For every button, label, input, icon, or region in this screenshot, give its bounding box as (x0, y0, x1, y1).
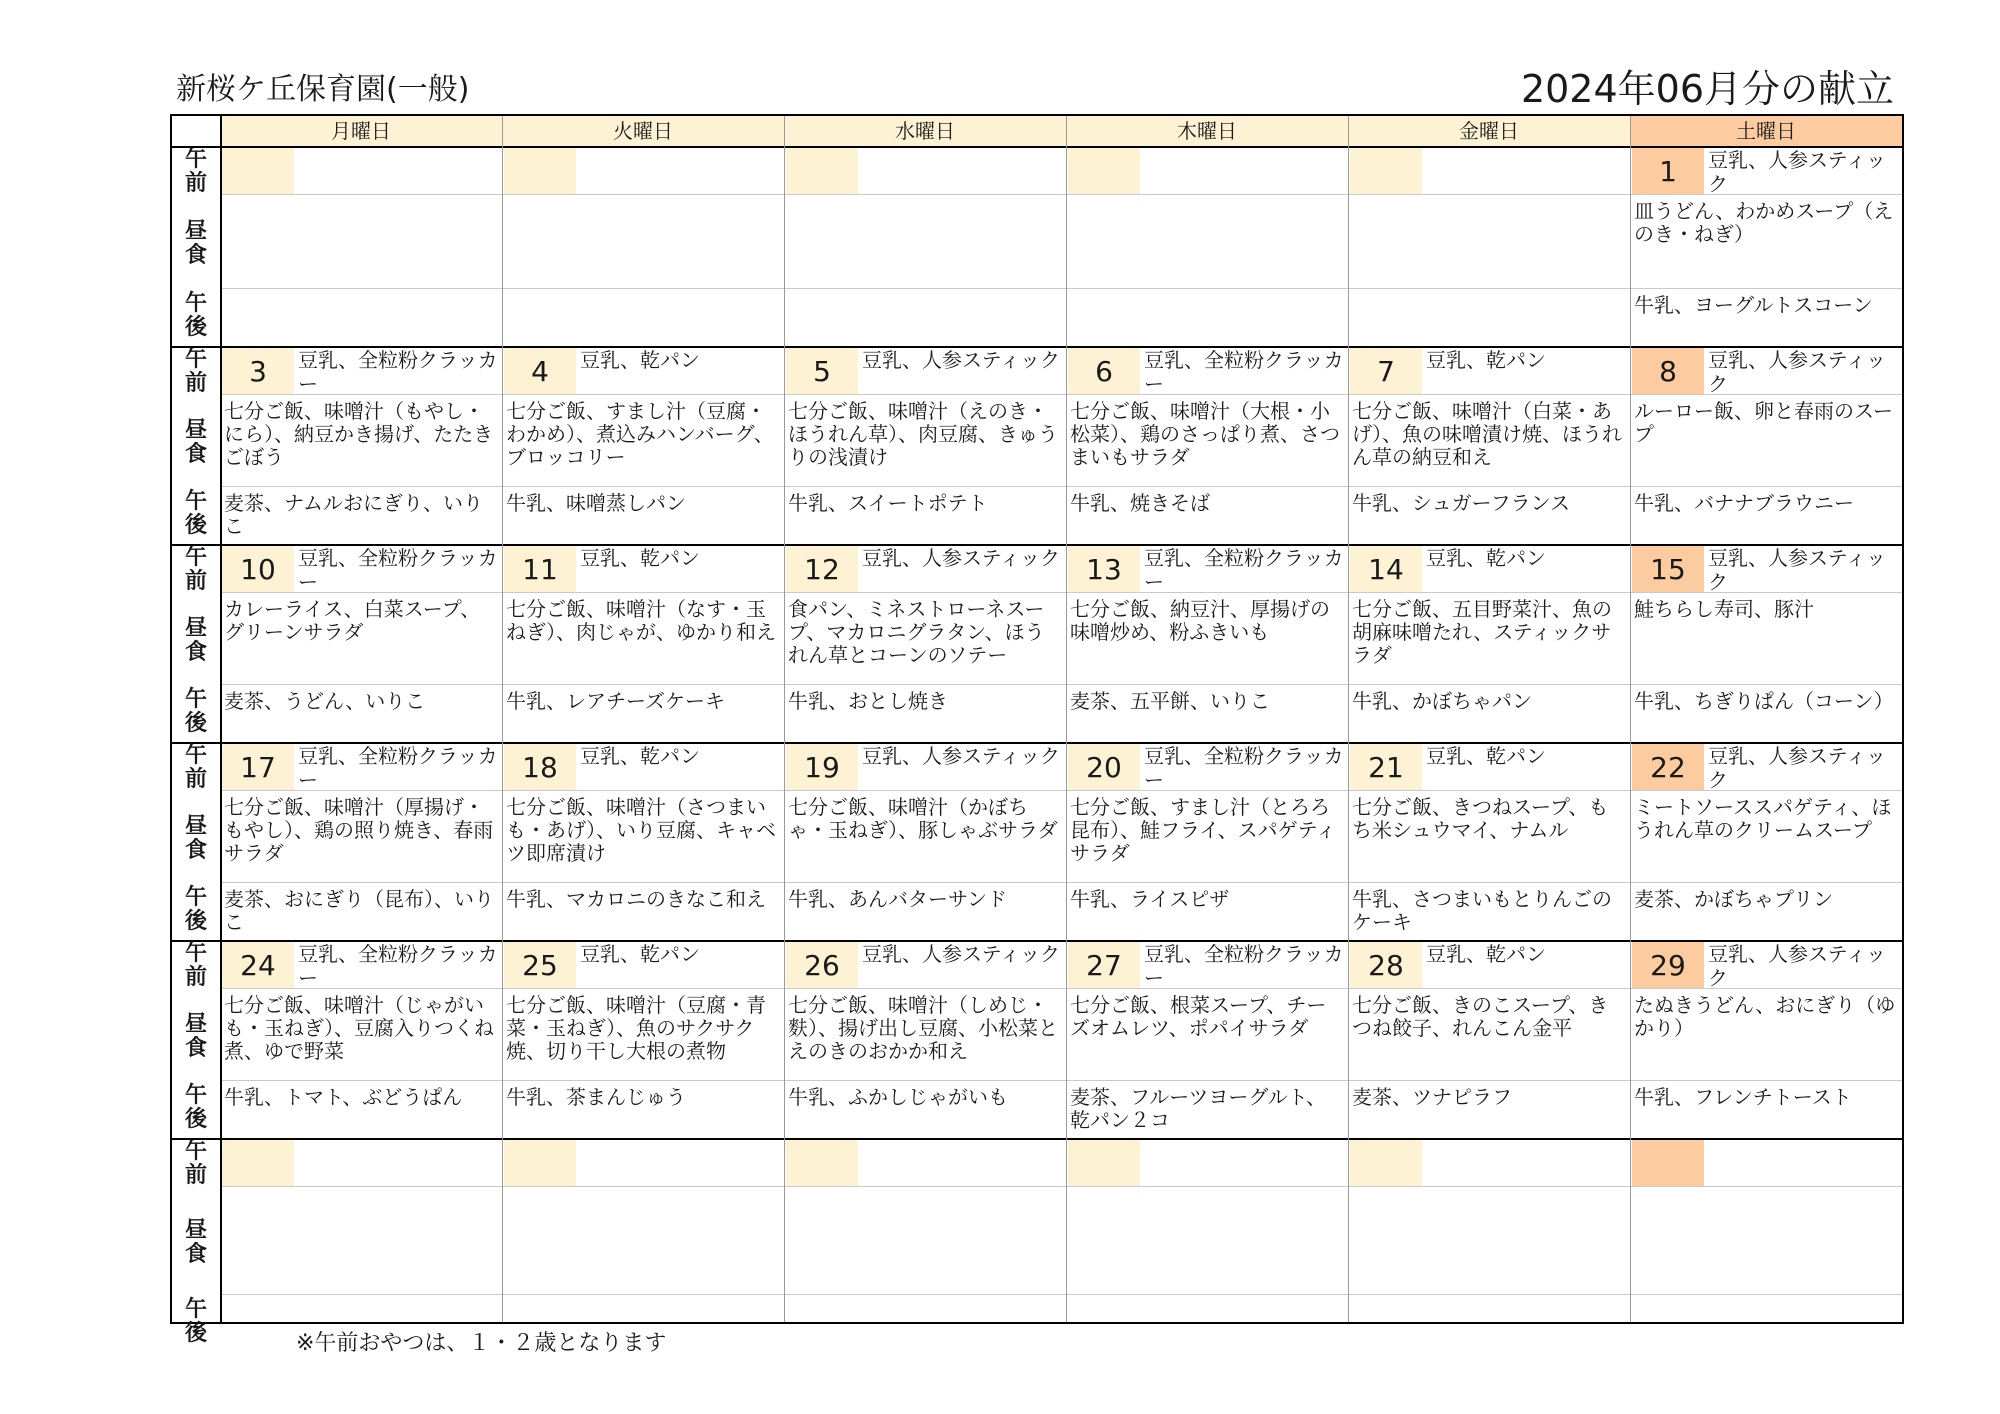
grid-column-line (220, 116, 222, 1322)
slot-label-am: 午前 (184, 347, 207, 396)
day-header-5: 金曜日 (1459, 119, 1519, 143)
lunch-menu: 七分ご飯、きのこスープ、きつね餃子、れんこん金平 (1352, 994, 1609, 1040)
am-snack: 豆乳、乾パン (580, 942, 700, 966)
date-box (1068, 148, 1140, 194)
date-box: 12 (786, 546, 858, 592)
slot-label-lunch: 昼食 (184, 814, 207, 863)
slot-divider (220, 1294, 1902, 1295)
pm-snack: 牛乳、スイートポテト (788, 492, 988, 515)
lunch-menu: 七分ご飯、味噌汁（大根・小松菜）、鶏のさっぱり煮、さつまいもサラダ (1070, 400, 1340, 469)
lunch-menu: 七分ご飯、すまし汁（豆腐・わかめ）、煮込みハンバーグ、ブロッコリー (506, 400, 774, 469)
date-box (222, 1140, 294, 1186)
day-header-6: 土曜日 (1736, 119, 1796, 143)
am-snack: 豆乳、人参スティック (862, 546, 1060, 570)
lunch-menu: 七分ご飯、すまし汁（とろろ昆布）、鮭フライ、スパゲティサラダ (1070, 796, 1336, 865)
date-box: 6 (1068, 348, 1140, 394)
date-box: 21 (1350, 744, 1422, 790)
footnote: ※午前おやつは、１・２歳となります (296, 1331, 667, 1356)
grid-column-line (502, 116, 503, 1322)
pm-snack: 麦茶、ツナピラフ (1352, 1086, 1512, 1109)
slot-divider (220, 394, 1902, 395)
pm-snack: 麦茶、ナムルおにぎり、いりこ (224, 492, 483, 538)
lunch-menu: たぬきうどん、おにぎり（ゆかり） (1634, 994, 1896, 1040)
grid-column-line (1066, 116, 1067, 1322)
date-box: 7 (1350, 348, 1422, 394)
am-snack: 豆乳、乾パン (580, 348, 700, 372)
date-box: 24 (222, 942, 294, 988)
lunch-menu: 七分ご飯、きつねスープ、もち米シュウマイ、ナムル (1352, 796, 1609, 842)
am-snack: 豆乳、乾パン (1426, 546, 1546, 570)
lunch-menu: 七分ご飯、味噌汁（豆腐・青菜・玉ねぎ）、魚のサクサク焼、切り干し大根の煮物 (506, 994, 766, 1063)
am-snack: 豆乳、人参スティック (1708, 744, 1886, 790)
date-box: 25 (504, 942, 576, 988)
date-box: 19 (786, 744, 858, 790)
lunch-menu: 食パン、ミネストローネスープ、マカロニグラタン、ほうれん草とコーンのソテー (788, 598, 1045, 667)
am-snack: 豆乳、全粒粉クラッカー (298, 348, 498, 394)
am-snack: 豆乳、全粒粉クラッカー (298, 744, 498, 790)
lunch-menu: 鮭ちらし寿司、豚汁 (1634, 598, 1814, 621)
slot-divider (220, 194, 1902, 195)
slot-label-lunch: 昼食 (184, 616, 207, 665)
date-box: 27 (1068, 942, 1140, 988)
am-snack: 豆乳、人参スティック (862, 744, 1060, 768)
lunch-menu: 七分ご飯、納豆汁、厚揚げの味噌炒め、粉ふきいも (1070, 598, 1330, 644)
slot-label-pm: 午後 (184, 291, 207, 340)
am-snack: 豆乳、乾パン (580, 546, 700, 570)
pm-snack: 牛乳、味噌蒸しパン (506, 492, 686, 515)
am-snack: 豆乳、乾パン (1426, 942, 1546, 966)
lunch-menu: 七分ご飯、五目野菜汁、魚の胡麻味噌たれ、スティックサラダ (1352, 598, 1612, 667)
pm-snack: 牛乳、フレンチトースト (1634, 1086, 1852, 1109)
pm-snack: 牛乳、かぼちゃパン (1352, 690, 1532, 713)
slot-label-pm: 午後 (184, 1297, 207, 1346)
pm-snack: 麦茶、おにぎり（昆布）、いりこ (224, 888, 494, 934)
date-box (504, 1140, 576, 1186)
date-box: 13 (1068, 546, 1140, 592)
date-box (222, 148, 294, 194)
lunch-menu: 七分ご飯、味噌汁（さつまいも・あげ）、いり豆腐、キャベツ即席漬け (506, 796, 776, 865)
slot-label-am: 午前 (184, 147, 207, 196)
am-snack: 豆乳、全粒粉クラッカー (1144, 744, 1344, 790)
date-box: 5 (786, 348, 858, 394)
lunch-menu: ミートソーススパゲティ、ほうれん草のクリームスープ (1634, 796, 1892, 842)
lunch-menu: 七分ご飯、味噌汁（厚揚げ・もやし）、鶏の照り焼き、春雨サラダ (224, 796, 494, 865)
grid-column-line (784, 116, 785, 1322)
pm-snack: 牛乳、シュガーフランス (1352, 492, 1570, 515)
am-snack: 豆乳、全粒粉クラッカー (298, 546, 498, 592)
pm-snack: 牛乳、ライスピザ (1070, 888, 1230, 911)
pm-snack: 麦茶、うどん、いりこ (224, 690, 426, 713)
day-header-1: 月曜日 (331, 119, 391, 143)
lunch-menu: 七分ご飯、味噌汁（えのき・ほうれん草）、肉豆腐、きゅうりの浅漬け (788, 400, 1058, 469)
date-box: 29 (1632, 942, 1704, 988)
lunch-menu: 七分ご飯、味噌汁（白菜・あげ）、魚の味噌漬け焼、ほうれん草の納豆和え (1352, 400, 1622, 469)
lunch-menu: 七分ご飯、根菜スープ、チーズオムレツ、ポパイサラダ (1070, 994, 1327, 1040)
date-box: 26 (786, 942, 858, 988)
date-box: 8 (1632, 348, 1704, 394)
date-box: 17 (222, 744, 294, 790)
pm-snack: 牛乳、ちぎりぱん（コーン） (1634, 690, 1894, 713)
am-snack: 豆乳、人参スティック (1708, 348, 1886, 394)
date-box (1632, 1140, 1704, 1186)
lunch-menu: 七分ご飯、味噌汁（もやし・にら）、納豆かき揚げ、たたきごぼう (224, 400, 494, 469)
date-box: 18 (504, 744, 576, 790)
pm-snack: 麦茶、かぼちゃプリン (1634, 888, 1834, 911)
lunch-menu: ルーロー飯、卵と春雨のスープ (1634, 400, 1893, 446)
am-snack: 豆乳、乾パン (1426, 744, 1546, 768)
slot-label-lunch: 昼食 (184, 418, 207, 467)
slot-label-pm: 午後 (184, 687, 207, 736)
slot-divider (220, 790, 1902, 791)
am-snack: 豆乳、人参スティック (1708, 942, 1886, 988)
pm-snack: 牛乳、焼きそば (1070, 492, 1210, 515)
lunch-menu: 皿うどん、わかめスープ（えのき・ねぎ） (1634, 200, 1894, 246)
pm-snack: 牛乳、トマト、ぶどうぱん (224, 1086, 463, 1109)
day-header-2: 火曜日 (613, 119, 673, 143)
pm-snack: 牛乳、バナナブラウニー (1634, 492, 1854, 515)
am-snack: 豆乳、人参スティック (862, 942, 1060, 966)
pm-snack: 牛乳、おとし焼き (788, 690, 948, 713)
pm-snack: 牛乳、茶まんじゅう (506, 1086, 686, 1109)
slot-label-am: 午前 (184, 1139, 207, 1188)
slot-divider (220, 486, 1902, 487)
grid-column-line (1348, 116, 1349, 1322)
slot-label-am: 午前 (184, 743, 207, 792)
day-header-3: 水曜日 (895, 119, 955, 143)
pm-snack: 牛乳、レアチーズケーキ (506, 690, 725, 713)
am-snack: 豆乳、人参スティック (1708, 148, 1886, 194)
slot-label-am: 午前 (184, 941, 207, 990)
date-box: 4 (504, 348, 576, 394)
pm-snack: 牛乳、さつまいもとりんごのケーキ (1352, 888, 1612, 934)
date-box (1350, 148, 1422, 194)
day-header-4: 木曜日 (1177, 119, 1237, 143)
am-snack: 豆乳、人参スティック (1708, 546, 1886, 592)
slot-label-am: 午前 (184, 545, 207, 594)
lunch-menu: 七分ご飯、味噌汁（じゃがいも・玉ねぎ）、豆腐入りつくね煮、ゆで野菜 (224, 994, 494, 1063)
date-box: 11 (504, 546, 576, 592)
date-box (1350, 1140, 1422, 1186)
slot-label-lunch: 昼食 (184, 219, 207, 268)
date-box: 10 (222, 546, 294, 592)
date-box: 28 (1350, 942, 1422, 988)
date-box: 22 (1632, 744, 1704, 790)
am-snack: 豆乳、全粒粉クラッカー (1144, 546, 1344, 592)
slot-label-pm: 午後 (184, 885, 207, 934)
pm-snack: 牛乳、マカロニのきなこ和え (506, 888, 766, 911)
date-box: 3 (222, 348, 294, 394)
lunch-menu: 七分ご飯、味噌汁（なす・玉ねぎ）、肉じゃが、ゆかり和え (506, 598, 776, 644)
slot-divider (220, 988, 1902, 989)
slot-label-pm: 午後 (184, 489, 207, 538)
date-box (1068, 1140, 1140, 1186)
pm-snack: 麦茶、フルーツヨーグルト、乾パン２コ (1070, 1086, 1326, 1132)
grid-column-line (1630, 116, 1631, 1322)
date-box: 14 (1350, 546, 1422, 592)
am-snack: 豆乳、全粒粉クラッカー (1144, 348, 1344, 394)
date-box (786, 148, 858, 194)
nursery-title: 新桜ケ丘保育園(一般) (176, 72, 470, 107)
pm-snack: 牛乳、ふかしじゃがいも (788, 1086, 1008, 1109)
am-snack: 豆乳、全粒粉クラッカー (1144, 942, 1344, 988)
am-snack: 豆乳、乾パン (580, 744, 700, 768)
slot-divider (220, 288, 1902, 289)
slot-label-pm: 午後 (184, 1083, 207, 1132)
am-snack: 豆乳、乾パン (1426, 348, 1546, 372)
lunch-menu: 七分ご飯、味噌汁（かぼちゃ・玉ねぎ）、豚しゃぶサラダ (788, 796, 1058, 842)
date-box: 1 (1632, 148, 1704, 194)
slot-label-lunch: 昼食 (184, 1012, 207, 1061)
menu-period-title: 2024年06月分の献立 (1520, 67, 1894, 111)
date-box (504, 148, 576, 194)
slot-divider (220, 684, 1902, 685)
date-box (786, 1140, 858, 1186)
slot-divider (220, 882, 1902, 883)
am-snack: 豆乳、人参スティック (862, 348, 1060, 372)
slot-label-lunch: 昼食 (184, 1218, 207, 1267)
slot-divider (220, 1186, 1902, 1187)
slot-divider (220, 592, 1902, 593)
am-snack: 豆乳、全粒粉クラッカー (298, 942, 498, 988)
pm-snack: 牛乳、あんバターサンド (788, 888, 1007, 911)
date-box: 20 (1068, 744, 1140, 790)
pm-snack: 麦茶、五平餅、いりこ (1070, 690, 1270, 713)
date-box: 15 (1632, 546, 1704, 592)
pm-snack: 牛乳、ヨーグルトスコーン (1634, 294, 1873, 317)
lunch-menu: カレーライス、白菜スープ、グリーンサラダ (224, 598, 481, 644)
lunch-menu: 七分ご飯、味噌汁（しめじ・麩）、揚げ出し豆腐、小松菜とえのきのおかか和え (788, 994, 1058, 1063)
slot-divider (220, 1080, 1902, 1081)
